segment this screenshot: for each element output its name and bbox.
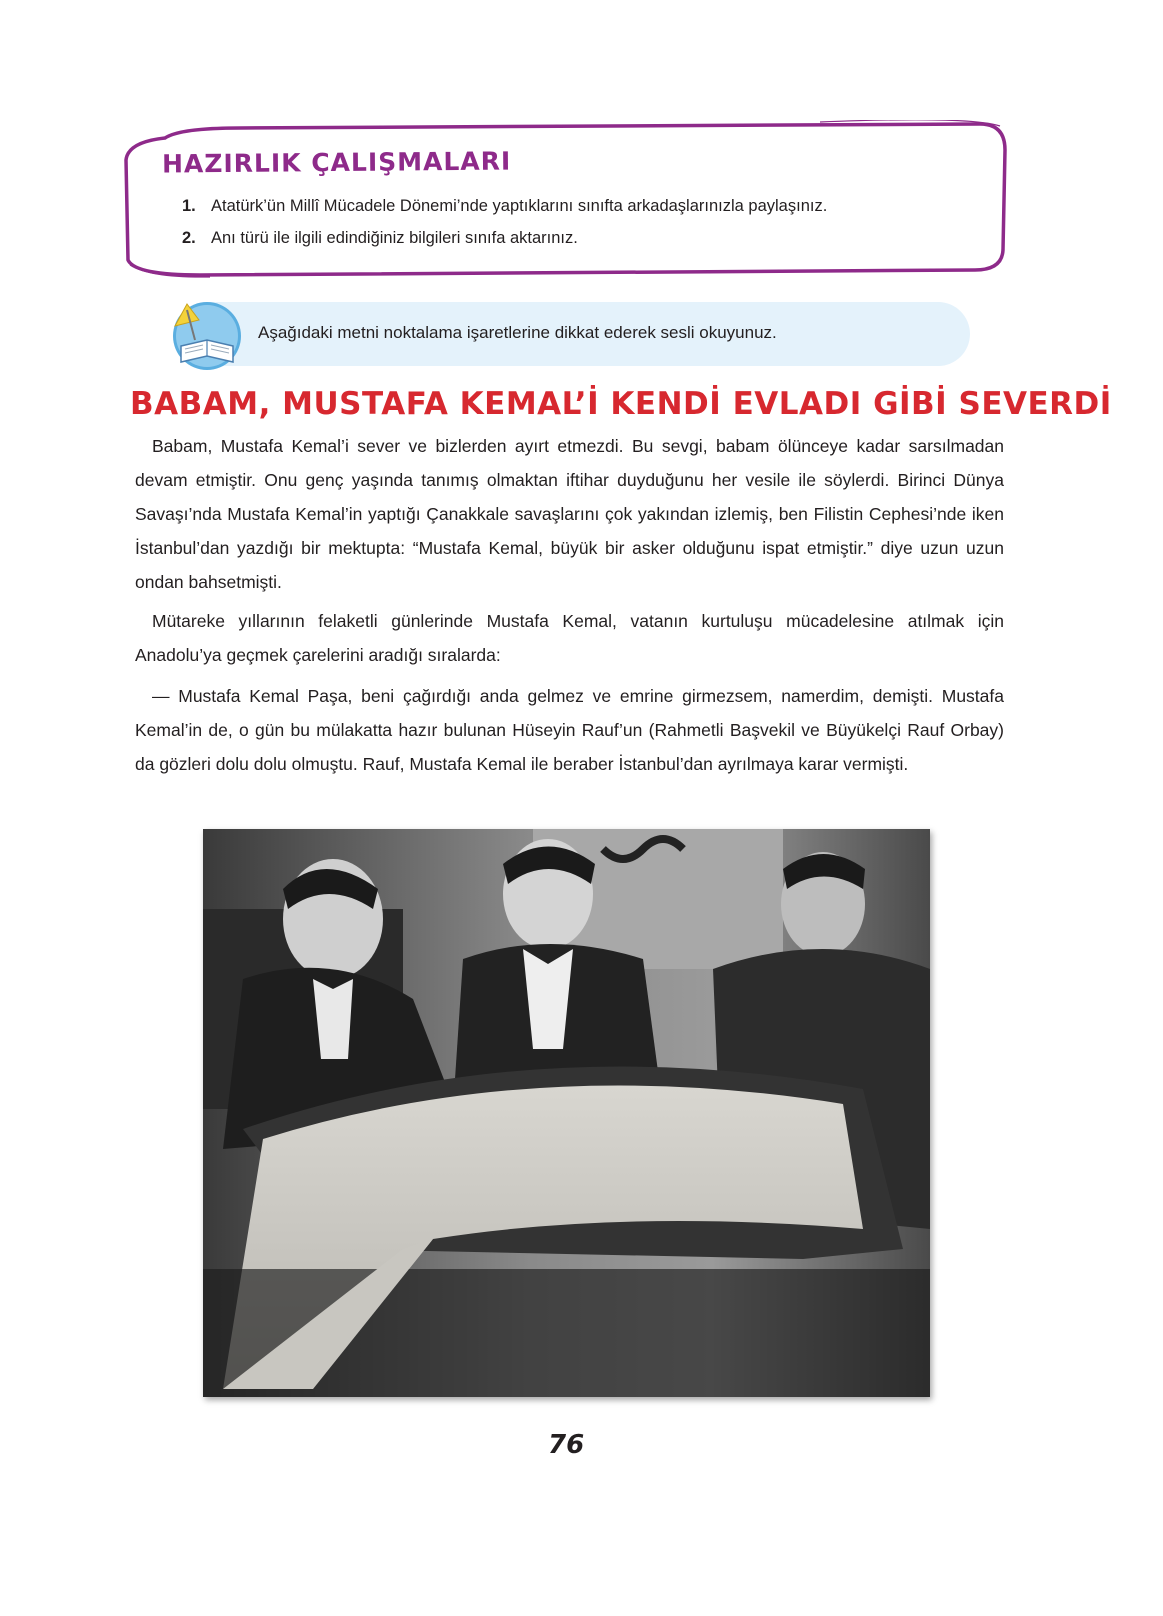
article-paragraph: Babam, Mustafa Kemal’i sever ve bizlerden ayırt etmezdi. Bu sevgi, babam ölünceye kadar sarsılmadan devam etmiştir. Onu genç yaşında tanımış olmaktan iftihar duyduğunu her vesile ile söylerdi. Birinci Dünya Savaşı’nda Mustafa Kemal’in yaptığı Çanakkale savaşlarını çok yakından izlemiş, ben Filistin Cephesi’nde iken İstanbul’dan yazdığı bir mektupta: “Mustafa Kemal, büyük bir asker olduğunu ispat etmiştir.” diye uzun uzun ondan bahsetmişti. (135, 436, 1004, 592)
preparation-title: HAZIRLIK ÇALIŞMALARI (161, 146, 512, 179)
preparation-item (182, 229, 578, 248)
preparation-item (182, 197, 827, 216)
item-text: Atatürk’ün Millî Mücadele Dönemi’nde yaptıklarını sınıfta arkadaşlarınızla paylaşınız. (211, 197, 828, 215)
historic-photo (203, 829, 930, 1397)
item-text: Anı türü ile ilgili edindiğiniz bilgileri sınıfa aktarınız. (211, 229, 578, 247)
article-paragraph: Mütareke yıllarının felaketli günlerinde Mustafa Kemal, vatanın kurtuluşu mücadelesine atılmak için Anadolu’ya geçmek çarelerini aradığı sıralarda: (135, 611, 1004, 665)
reading-lamp-book-icon (165, 296, 245, 372)
instruction-text: Aşağıdaki metni noktalama işaretlerine dikkat ederek sesli okuyunuz. (258, 323, 777, 342)
page-number: 76 (548, 1430, 585, 1460)
article-title: BABAM, MUSTAFA KEMAL’İ KENDİ EVLADI GİBİ SEVERDİ (130, 386, 1112, 422)
item-number: 2. (182, 229, 196, 247)
article-paragraph: — Mustafa Kemal Paşa, beni çağırdığı anda gelmez ve emrine girmezsem, namerdim, demişti. Mustafa Kemal’in de, o gün bu mülakatta hazır bulunan Hüseyin Rauf’un (Rahmetli Başvekil ve Büyükelçi Rauf Orbay) da gözleri dolu dolu olmuştu. Rauf, Mustafa Kemal ile beraber İstanbul’dan ayrılmaya karar vermişti. (135, 686, 1004, 774)
item-number: 1. (182, 197, 196, 215)
photo-illustration (203, 829, 930, 1397)
